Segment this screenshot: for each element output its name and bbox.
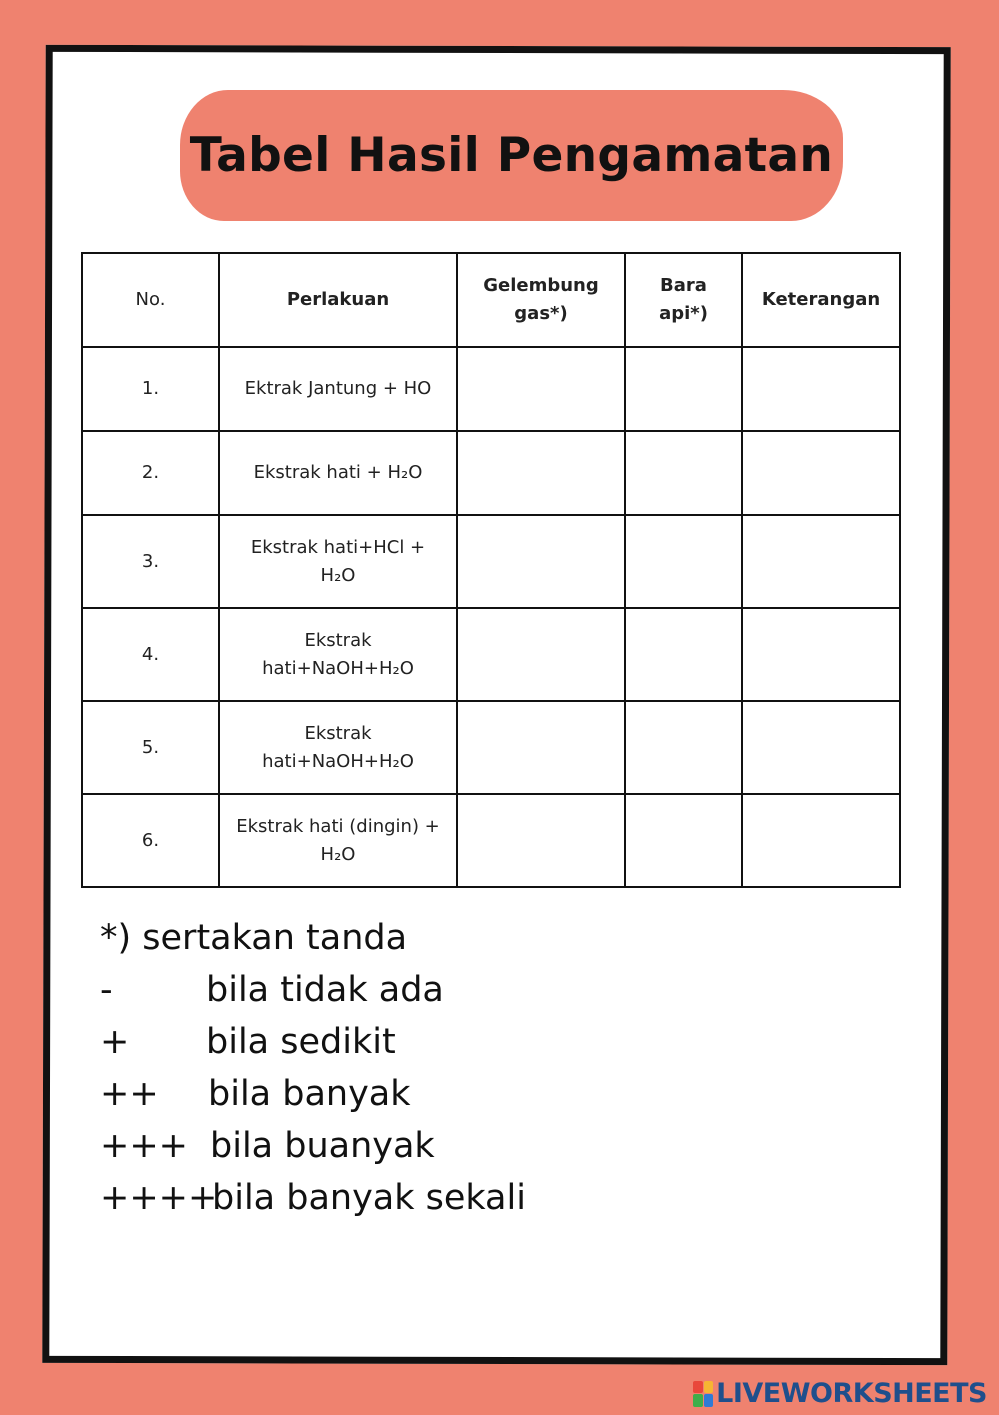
- header-keterangan: Keterangan: [742, 253, 900, 347]
- legend-text: bila tidak ada: [206, 970, 444, 1010]
- liveworksheets-logo-icon: [693, 1381, 713, 1407]
- observation-table: [81, 252, 901, 888]
- cell-bara-api[interactable]: [625, 515, 742, 608]
- legend-text: bila sedikit: [206, 1022, 396, 1062]
- header-gelembung-gas-label: Gelembung gas*): [483, 275, 599, 324]
- table-row: [82, 608, 900, 701]
- legend-item: [100, 964, 526, 1016]
- header-bara-api: [625, 253, 742, 347]
- cell-keterangan[interactable]: [742, 794, 900, 887]
- row-perlakuan: [219, 515, 457, 608]
- row-number: 4.: [82, 608, 219, 701]
- row-perlakuan-text: Ekstrak hati+NaOH+H₂O: [262, 722, 414, 772]
- header-perlakuan: Perlakuan: [219, 253, 457, 347]
- watermark-text: LIVEWORKSHEETS: [716, 1378, 987, 1409]
- header-gelembung-gas: [457, 253, 625, 347]
- cell-gelembung-gas[interactable]: [457, 515, 625, 608]
- cell-bara-api[interactable]: [625, 608, 742, 701]
- cell-bara-api[interactable]: [625, 347, 742, 431]
- cell-keterangan[interactable]: [742, 608, 900, 701]
- row-number: 5.: [82, 701, 219, 794]
- cell-keterangan[interactable]: [742, 701, 900, 794]
- row-perlakuan: Ekstrak hati + H₂O: [219, 431, 457, 515]
- row-perlakuan-text: Ekstrak hati (dingin) + H₂O: [236, 815, 440, 865]
- cell-bara-api[interactable]: [625, 794, 742, 887]
- legend-symbol: +++: [100, 1126, 188, 1166]
- table-row: [82, 431, 900, 515]
- row-number: 2.: [82, 431, 219, 515]
- cell-keterangan[interactable]: [742, 431, 900, 515]
- cell-gelembung-gas[interactable]: [457, 347, 625, 431]
- row-perlakuan-text: Ekstrak hati+NaOH+H₂O: [262, 629, 414, 679]
- legend: [100, 912, 526, 1224]
- row-number: 6.: [82, 794, 219, 887]
- legend-symbol: -: [100, 970, 113, 1010]
- table-row: [82, 794, 900, 887]
- cell-keterangan[interactable]: [742, 347, 900, 431]
- cell-gelembung-gas[interactable]: [457, 431, 625, 515]
- header-bara-api-label: Bara api*): [659, 275, 708, 324]
- row-perlakuan: [219, 608, 457, 701]
- title-banner: [180, 90, 843, 221]
- cell-gelembung-gas[interactable]: [457, 608, 625, 701]
- cell-keterangan[interactable]: [742, 515, 900, 608]
- cell-gelembung-gas[interactable]: [457, 701, 625, 794]
- row-number: 3.: [82, 515, 219, 608]
- cell-bara-api[interactable]: [625, 701, 742, 794]
- legend-item: [100, 1068, 526, 1120]
- legend-symbol: +: [100, 1022, 130, 1062]
- legend-text: bila buanyak: [210, 1126, 435, 1166]
- row-perlakuan: [219, 794, 457, 887]
- table-row: [82, 701, 900, 794]
- table-row: [82, 515, 900, 608]
- cell-gelembung-gas[interactable]: [457, 794, 625, 887]
- table-header-row: [82, 253, 900, 347]
- row-perlakuan: [219, 701, 457, 794]
- legend-item: [100, 1172, 526, 1224]
- legend-intro: *) sertakan tanda: [100, 918, 408, 958]
- legend-symbol: ++++: [100, 1178, 218, 1218]
- row-perlakuan-text: Ekstrak hati+HCl + H₂O: [250, 536, 426, 586]
- legend-symbol: ++: [100, 1074, 159, 1114]
- row-perlakuan: Ektrak Jantung + HO: [219, 347, 457, 431]
- legend-text: bila banyak sekali: [212, 1178, 526, 1218]
- legend-item: [100, 1120, 526, 1172]
- cell-bara-api[interactable]: [625, 431, 742, 515]
- liveworksheets-watermark[interactable]: [693, 1378, 987, 1409]
- legend-text: bila banyak: [208, 1074, 411, 1114]
- header-no: No.: [82, 253, 219, 347]
- page-title: Tabel Hasil Pengamatan: [189, 128, 834, 183]
- row-number: 1.: [82, 347, 219, 431]
- legend-item: [100, 1016, 526, 1068]
- table-row: [82, 347, 900, 431]
